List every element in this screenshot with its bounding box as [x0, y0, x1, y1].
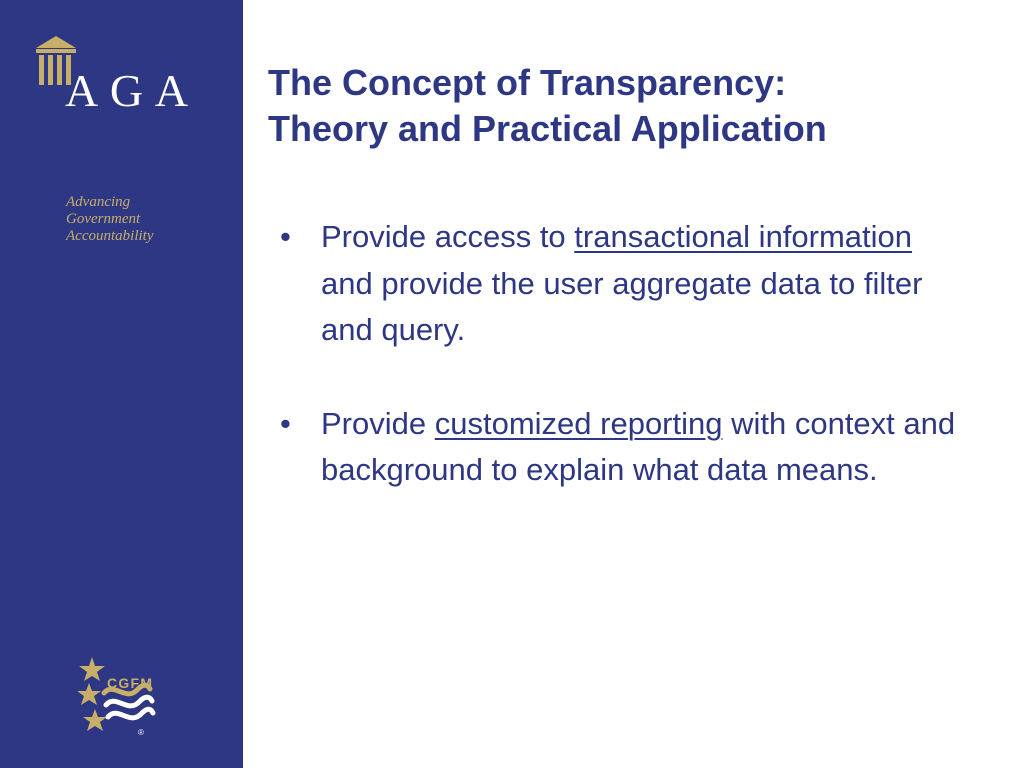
tagline-line-3: Accountability	[66, 228, 154, 244]
slide-title-line-1: The Concept of Transparency:	[268, 62, 787, 103]
bullet-text: Provide access to	[321, 219, 575, 254]
tagline	[66, 194, 236, 245]
sidebar	[0, 0, 243, 768]
cgfm-logo	[78, 655, 158, 737]
star-icon	[78, 683, 101, 705]
bullet-text: and provide the user aggregate data to filter and query.	[321, 265, 923, 347]
aga-logo	[36, 34, 196, 114]
slide-title-line-2: Theory and Practical Application	[268, 108, 827, 149]
customized-reporting-link[interactable]: customized reporting	[434, 405, 723, 441]
aga-logo-text: AGA	[65, 65, 188, 114]
bullet-marker: •	[280, 219, 291, 254]
bullet-list	[280, 214, 980, 494]
bullet-item	[280, 401, 961, 494]
bullet-marker: •	[280, 405, 291, 441]
bullet-item	[280, 214, 961, 354]
bullet-text: Provide	[321, 405, 435, 441]
cgfm-text: CGFM	[107, 675, 152, 691]
tagline-line-2: Government	[66, 211, 141, 227]
transactional-information-link[interactable]: transactional information	[574, 219, 913, 254]
star-icon	[79, 657, 105, 681]
star-icon	[83, 709, 107, 731]
bullet-text: with context and background to explain what data means.	[321, 405, 956, 487]
tagline-line-1: Advancing	[66, 194, 131, 210]
registered-mark: ®	[138, 728, 144, 737]
slide-title	[268, 60, 1008, 152]
